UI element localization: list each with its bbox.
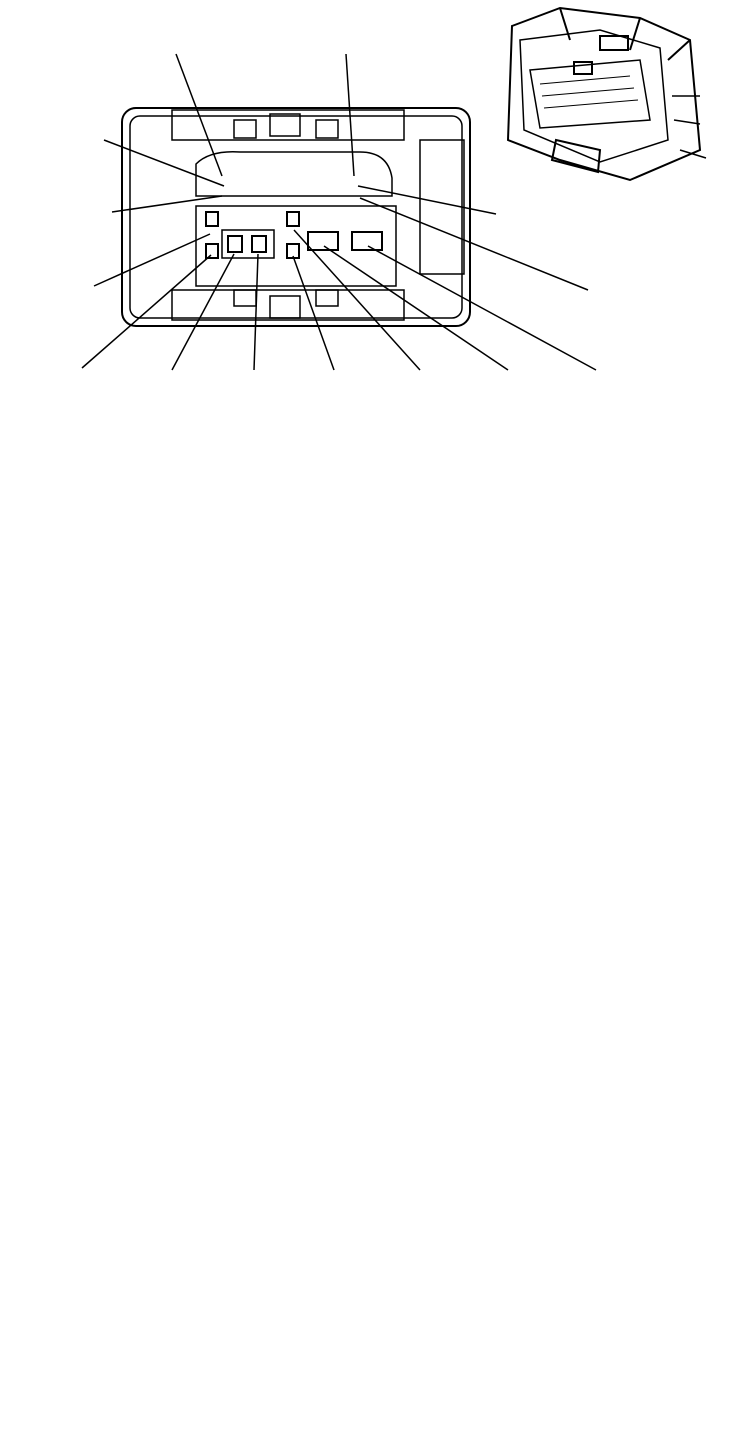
connector-diagram xyxy=(0,0,736,440)
connector-isometric-view xyxy=(508,8,706,180)
leader-lines xyxy=(82,54,596,370)
connector-face xyxy=(122,108,470,326)
